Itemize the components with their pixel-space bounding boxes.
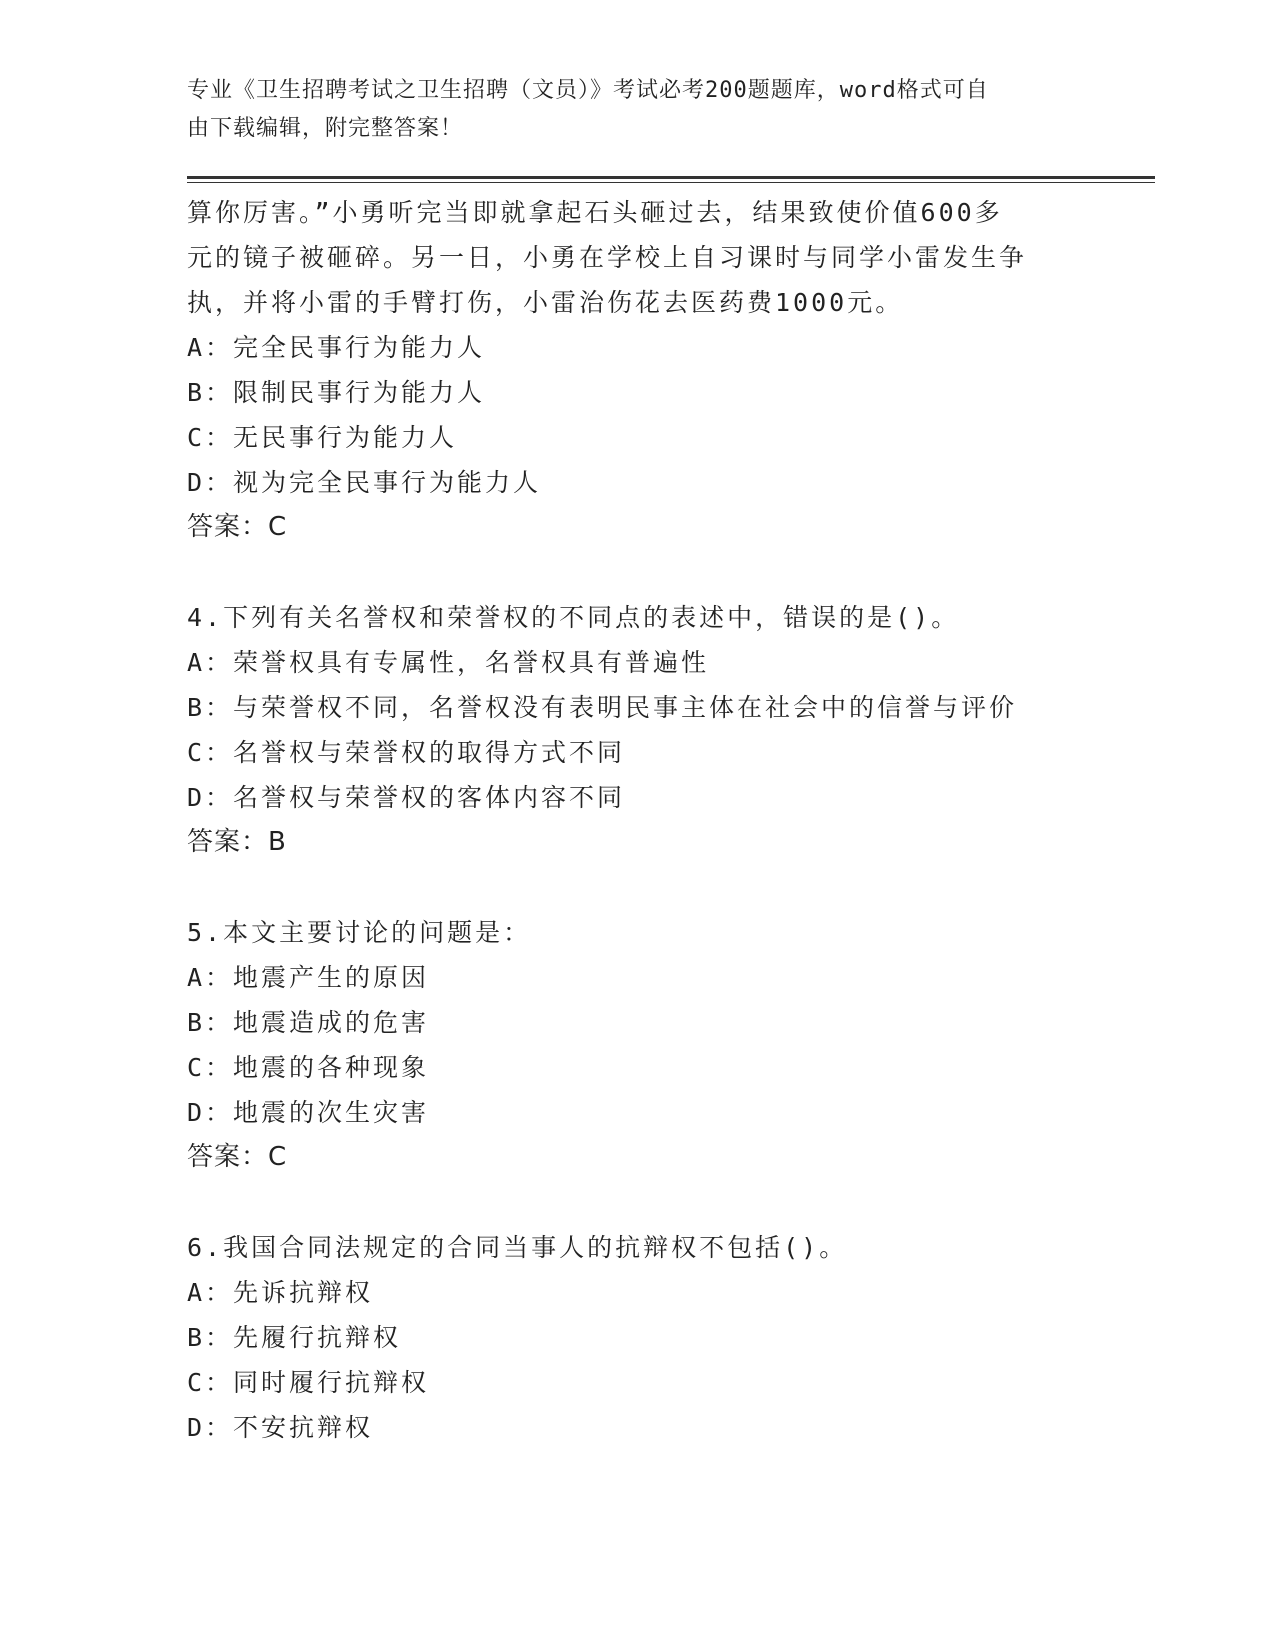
q6-option-b: B：先履行抗辩权 (187, 1323, 402, 1352)
q3-option-a: A：完全民事行为能力人 (187, 333, 486, 362)
q6-option-c: C：同时履行抗辩权 (187, 1368, 430, 1397)
q6-option-d: D：不安抗辩权 (187, 1413, 374, 1442)
q5-answer: 答案：C (187, 1142, 288, 1172)
header-title-line-2: 由下载编辑，附完整答案！ (187, 116, 464, 141)
question-content (187, 190, 1087, 1450)
q5-question: 5.本文主要讨论的问题是： (187, 918, 532, 947)
q6-question: 6.我国合同法规定的合同当事人的抗辩权不包括()。 (187, 1233, 848, 1262)
passage-line: 算你厉害。”小勇听完当即就拿起石头砸过去，结果致使价值600多 (187, 198, 1003, 227)
passage-line: 执，并将小雷的手臂打伤，小雷治伤花去医药费1000元。 (187, 288, 904, 317)
q5-option-b: B：地震造成的危害 (187, 1008, 430, 1037)
q4-question: 4.下列有关名誉权和荣誉权的不同点的表述中，错误的是()。 (187, 603, 960, 632)
q4-option-a: A：荣誉权具有专属性，名誉权具有普遍性 (187, 648, 710, 677)
header-divider-thin (187, 182, 1155, 183)
q6-option-a: A：先诉抗辩权 (187, 1278, 374, 1307)
q4-option-c: C：名誉权与荣誉权的取得方式不同 (187, 738, 626, 767)
document-header (187, 72, 1067, 148)
q3-option-c: C：无民事行为能力人 (187, 423, 458, 452)
q3-option-d: D：视为完全民事行为能力人 (187, 468, 542, 497)
q4-option-d: D：名誉权与荣誉权的客体内容不同 (187, 783, 626, 812)
q3-option-b: B：限制民事行为能力人 (187, 378, 486, 407)
passage-line: 元的镜子被砸碎。另一日，小勇在学校上自习课时与同学小雷发生争 (187, 243, 1028, 272)
q4-option-b: B：与荣誉权不同，名誉权没有表明民事主体在社会中的信誉与评价 (187, 693, 1018, 722)
q3-answer: 答案：C (187, 512, 288, 542)
q5-option-c: C：地震的各种现象 (187, 1053, 430, 1082)
q4-answer: 答案：B (187, 827, 287, 857)
header-title-line-1: 专业《卫生招聘考试之卫生招聘（文员）》考试必考200题题库，word格式可自 (187, 78, 989, 103)
header-divider-thick (187, 176, 1155, 179)
q5-option-a: A：地震产生的原因 (187, 963, 430, 992)
q5-option-d: D：地震的次生灾害 (187, 1098, 430, 1127)
